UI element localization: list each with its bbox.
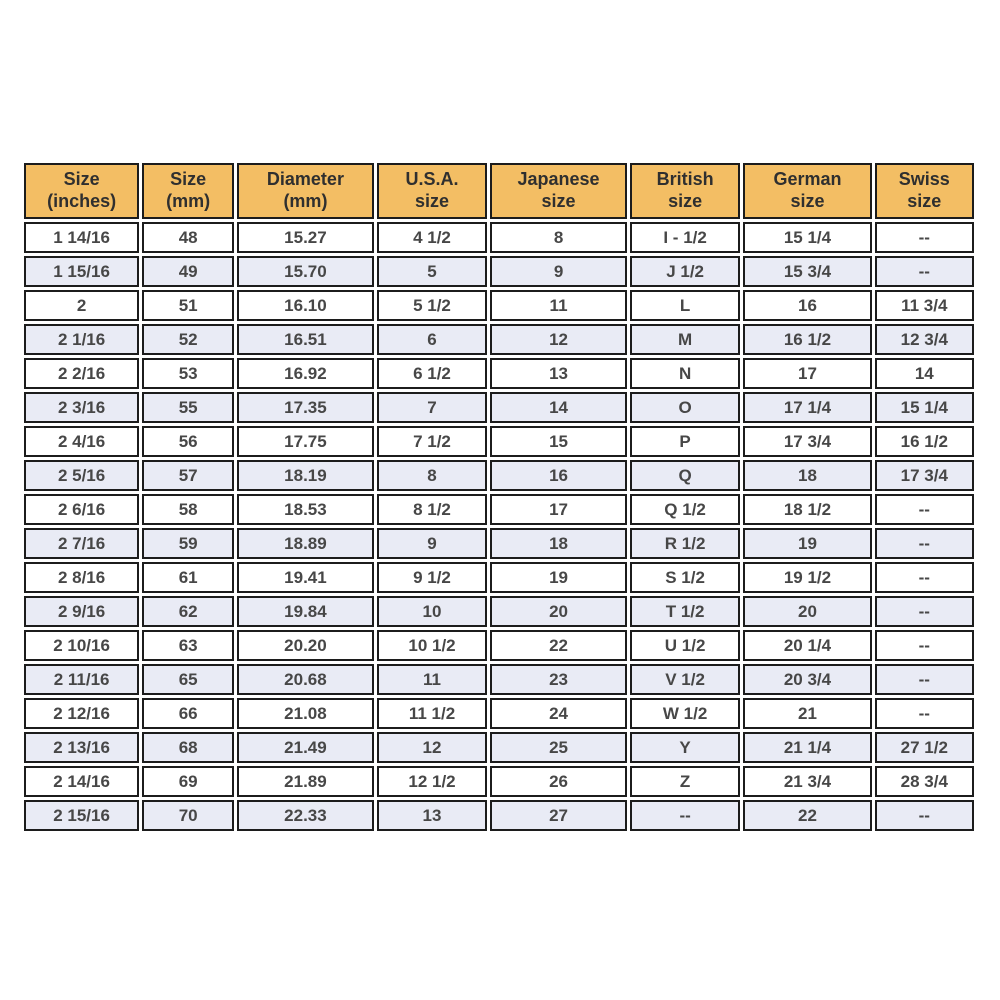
- table-body: [24, 222, 974, 831]
- cell: Q: [630, 460, 741, 491]
- table-row: [24, 426, 974, 457]
- cell: 22.33: [237, 800, 374, 831]
- cell: --: [875, 528, 974, 559]
- cell: --: [875, 562, 974, 593]
- cell: 8 1/2: [377, 494, 488, 525]
- table-row: [24, 358, 974, 389]
- cell: 20.68: [237, 664, 374, 695]
- cell: 11: [490, 290, 627, 321]
- column-header-german-size: [743, 163, 871, 219]
- cell: 19: [743, 528, 871, 559]
- cell: 22: [743, 800, 871, 831]
- cell: 5: [377, 256, 488, 287]
- cell: 21 1/4: [743, 732, 871, 763]
- cell: P: [630, 426, 741, 457]
- column-header-label: Diameter: [266, 169, 344, 190]
- cell: 59: [142, 528, 234, 559]
- column-header-label: size: [790, 191, 825, 211]
- cell: 7: [377, 392, 488, 423]
- cell: 68: [142, 732, 234, 763]
- cell: 17 1/4: [743, 392, 871, 423]
- cell: 12: [377, 732, 488, 763]
- cell: 11 1/2: [377, 698, 488, 729]
- cell: 19: [490, 562, 627, 593]
- cell: 16.10: [237, 290, 374, 321]
- cell: 2 12/16: [24, 698, 139, 729]
- cell: --: [875, 698, 974, 729]
- column-header-label: size: [668, 191, 703, 211]
- column-header-label: Japanese: [517, 169, 600, 190]
- table-row: [24, 494, 974, 525]
- cell: 27: [490, 800, 627, 831]
- cell: 8: [490, 222, 627, 253]
- cell: 61: [142, 562, 234, 593]
- cell: 49: [142, 256, 234, 287]
- cell: 53: [142, 358, 234, 389]
- cell: 19 1/2: [743, 562, 871, 593]
- table-header: [24, 163, 974, 219]
- cell: 17: [743, 358, 871, 389]
- cell: 18.53: [237, 494, 374, 525]
- cell: 66: [142, 698, 234, 729]
- cell: 2 14/16: [24, 766, 139, 797]
- column-header-label: U.S.A.: [405, 169, 459, 190]
- column-header-label: (inches): [47, 191, 117, 211]
- column-header-label: Size: [63, 169, 100, 190]
- cell: 12 1/2: [377, 766, 488, 797]
- table-row: [24, 698, 974, 729]
- cell: --: [875, 222, 974, 253]
- cell: Q 1/2: [630, 494, 741, 525]
- cell: I - 1/2: [630, 222, 741, 253]
- cell: 6: [377, 324, 488, 355]
- cell: 27 1/2: [875, 732, 974, 763]
- column-header-label: (mm): [283, 191, 328, 211]
- cell: 17 3/4: [875, 460, 974, 491]
- cell: 23: [490, 664, 627, 695]
- cell: L: [630, 290, 741, 321]
- cell: 12: [490, 324, 627, 355]
- cell: T 1/2: [630, 596, 741, 627]
- table-row: [24, 460, 974, 491]
- cell: 18: [743, 460, 871, 491]
- cell: 9 1/2: [377, 562, 488, 593]
- cell: 63: [142, 630, 234, 661]
- cell: O: [630, 392, 741, 423]
- table-row: [24, 222, 974, 253]
- cell: 2 6/16: [24, 494, 139, 525]
- cell: 15 3/4: [743, 256, 871, 287]
- cell: J 1/2: [630, 256, 741, 287]
- cell: 20.20: [237, 630, 374, 661]
- cell: 18: [490, 528, 627, 559]
- cell: 65: [142, 664, 234, 695]
- cell: 15 1/4: [875, 392, 974, 423]
- cell: 70: [142, 800, 234, 831]
- cell: --: [875, 630, 974, 661]
- column-header-label: Size: [170, 169, 207, 190]
- cell: 5 1/2: [377, 290, 488, 321]
- column-header-size-mm: [142, 163, 234, 219]
- cell: 18.89: [237, 528, 374, 559]
- cell: 16.51: [237, 324, 374, 355]
- table-row: [24, 596, 974, 627]
- column-header-label: British: [656, 169, 714, 190]
- cell: 11 3/4: [875, 290, 974, 321]
- cell: 13: [377, 800, 488, 831]
- cell: 28 3/4: [875, 766, 974, 797]
- cell: Y: [630, 732, 741, 763]
- table-row: [24, 664, 974, 695]
- cell: 20 1/4: [743, 630, 871, 661]
- table-row: [24, 290, 974, 321]
- cell: 2 5/16: [24, 460, 139, 491]
- column-header-usa-size: [377, 163, 488, 219]
- cell: 2 15/16: [24, 800, 139, 831]
- header-row: [24, 163, 974, 219]
- table-row: [24, 800, 974, 831]
- column-header-swiss-size: [875, 163, 974, 219]
- cell: 2 3/16: [24, 392, 139, 423]
- cell: N: [630, 358, 741, 389]
- table-row: [24, 392, 974, 423]
- column-header-label: size: [541, 191, 576, 211]
- cell: 1 14/16: [24, 222, 139, 253]
- cell: 2 4/16: [24, 426, 139, 457]
- cell: 8: [377, 460, 488, 491]
- column-header-label: size: [414, 191, 449, 211]
- cell: 13: [490, 358, 627, 389]
- column-header-label: Swiss: [898, 169, 950, 190]
- cell: --: [875, 494, 974, 525]
- cell: U 1/2: [630, 630, 741, 661]
- cell: 6 1/2: [377, 358, 488, 389]
- cell: 15.27: [237, 222, 374, 253]
- cell: 16 1/2: [743, 324, 871, 355]
- cell: 57: [142, 460, 234, 491]
- cell: 21.08: [237, 698, 374, 729]
- cell: 16: [743, 290, 871, 321]
- column-header-label: size: [907, 191, 942, 211]
- cell: 14: [875, 358, 974, 389]
- cell: 2 7/16: [24, 528, 139, 559]
- cell: 16 1/2: [875, 426, 974, 457]
- cell: 2 13/16: [24, 732, 139, 763]
- cell: 62: [142, 596, 234, 627]
- cell: 51: [142, 290, 234, 321]
- cell: 21 3/4: [743, 766, 871, 797]
- table-row: [24, 766, 974, 797]
- cell: 16: [490, 460, 627, 491]
- cell: 12 3/4: [875, 324, 974, 355]
- cell: 17: [490, 494, 627, 525]
- cell: --: [875, 596, 974, 627]
- cell: M: [630, 324, 741, 355]
- cell: 48: [142, 222, 234, 253]
- column-header-diameter-mm: [237, 163, 374, 219]
- table-row: [24, 630, 974, 661]
- cell: --: [875, 664, 974, 695]
- cell: Z: [630, 766, 741, 797]
- cell: V 1/2: [630, 664, 741, 695]
- cell: 55: [142, 392, 234, 423]
- cell: 7 1/2: [377, 426, 488, 457]
- ring-size-conversion-table-wrap: [21, 160, 979, 834]
- cell: 21: [743, 698, 871, 729]
- cell: 17.35: [237, 392, 374, 423]
- cell: 18 1/2: [743, 494, 871, 525]
- cell: W 1/2: [630, 698, 741, 729]
- cell: 4 1/2: [377, 222, 488, 253]
- cell: 58: [142, 494, 234, 525]
- cell: 11: [377, 664, 488, 695]
- column-header-british-size: [630, 163, 741, 219]
- cell: 25: [490, 732, 627, 763]
- table-row: [24, 256, 974, 287]
- cell: 52: [142, 324, 234, 355]
- cell: 2 2/16: [24, 358, 139, 389]
- cell: 15.70: [237, 256, 374, 287]
- cell: 21.49: [237, 732, 374, 763]
- column-header-japanese-size: [490, 163, 627, 219]
- cell: 20: [743, 596, 871, 627]
- cell: --: [630, 800, 741, 831]
- cell: 56: [142, 426, 234, 457]
- cell: --: [875, 256, 974, 287]
- cell: S 1/2: [630, 562, 741, 593]
- cell: 18.19: [237, 460, 374, 491]
- cell: 2 10/16: [24, 630, 139, 661]
- column-header-size-inches: [24, 163, 139, 219]
- table-row: [24, 324, 974, 355]
- table-row: [24, 732, 974, 763]
- ring-size-conversion-table: [21, 160, 977, 834]
- cell: 20: [490, 596, 627, 627]
- table-row: [24, 528, 974, 559]
- cell: 19.41: [237, 562, 374, 593]
- cell: 15 1/4: [743, 222, 871, 253]
- cell: 2: [24, 290, 139, 321]
- cell: 9: [377, 528, 488, 559]
- cell: R 1/2: [630, 528, 741, 559]
- cell: 22: [490, 630, 627, 661]
- cell: 9: [490, 256, 627, 287]
- cell: 16.92: [237, 358, 374, 389]
- cell: 14: [490, 392, 627, 423]
- cell: 17.75: [237, 426, 374, 457]
- cell: 26: [490, 766, 627, 797]
- cell: 2 8/16: [24, 562, 139, 593]
- cell: 17 3/4: [743, 426, 871, 457]
- cell: --: [875, 800, 974, 831]
- column-header-label: German: [773, 169, 842, 190]
- table-row: [24, 562, 974, 593]
- cell: 2 11/16: [24, 664, 139, 695]
- cell: 10 1/2: [377, 630, 488, 661]
- cell: 10: [377, 596, 488, 627]
- cell: 20 3/4: [743, 664, 871, 695]
- cell: 21.89: [237, 766, 374, 797]
- cell: 24: [490, 698, 627, 729]
- cell: 2 1/16: [24, 324, 139, 355]
- column-header-label: (mm): [166, 191, 211, 211]
- cell: 2 9/16: [24, 596, 139, 627]
- cell: 19.84: [237, 596, 374, 627]
- cell: 1 15/16: [24, 256, 139, 287]
- cell: 69: [142, 766, 234, 797]
- cell: 15: [490, 426, 627, 457]
